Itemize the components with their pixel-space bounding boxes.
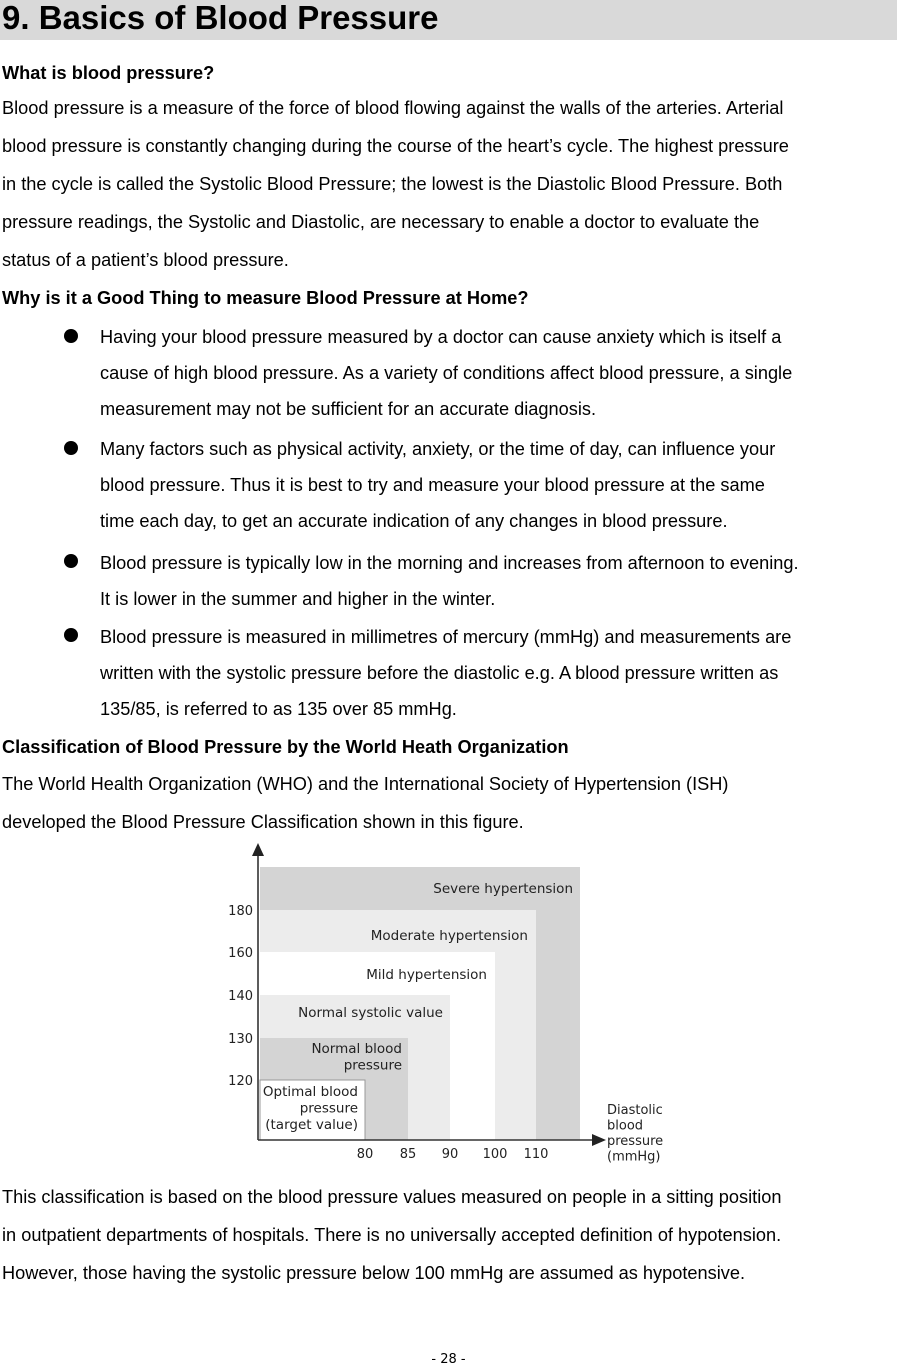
region-label: Severe hypertension [433,881,573,897]
bullet-line: cause of high blood pressure. As a variety of conditions affect blood pressure, a single [100,363,793,383]
x-tick-label: 85 [399,1147,417,1162]
paragraph-line: status of a patient’s blood pressure. [2,250,289,270]
paragraph-line: in the cycle is called the Systolic Blood Pressure; the lowest is the Diastolic Blood Pressure. Both [2,174,783,194]
y-axis-arrow [252,843,264,856]
bullet-line: measurement may not be sufficient for an accurate diagnosis. [100,399,597,419]
bullet-icon [64,554,78,568]
section-title-bar [0,0,897,40]
paragraph-line: Blood pressure is a measure of the force of blood flowing against the walls of the arteries. Arterial [2,98,784,118]
x-axis-label: blood [607,1118,644,1134]
bullet-line: blood pressure. Thus it is best to try and measure your blood pressure at the same [100,475,765,495]
bullet-line: written with the systolic pressure before the diastolic e.g. A blood pressure written as [100,663,779,683]
paragraph-line: The World Health Organization (WHO) and the International Society of Hypertension (ISH) [2,774,729,794]
paragraph-line: blood pressure is constantly changing during the course of the heart’s cycle. The highest pressure [2,136,789,156]
x-tick-label: 110 [523,1147,549,1162]
heading-who-classification: Classification of Blood Pressure by the World Heath Organization [2,737,569,757]
x-tick-label: 90 [441,1147,459,1162]
y-tick-label: 160 [228,946,253,961]
x-axis-label: (mmHg) [607,1149,661,1165]
region-label: pressure [343,1057,402,1074]
region-label: (target value) [265,1117,358,1133]
paragraph-line: in outpatient departments of hospitals. There is no universally accepted definition of hypotension. [2,1225,782,1245]
section-title: 9. Basics of Blood Pressure [2,0,439,36]
y-tick-label: 120 [228,1074,253,1089]
bullet-line: 135/85, is referred to as 135 over 85 mmHg. [100,699,457,719]
bullet-line: Blood pressure is measured in millimetres of mercury (mmHg) and measurements are [100,627,792,647]
bullet-line: It is lower in the summer and higher in the winter. [100,589,496,609]
heading-why-measure-at-home: Why is it a Good Thing to measure Blood Pressure at Home? [2,288,529,308]
bullet-line: time each day, to get an accurate indication of any changes in blood pressure. [100,511,728,531]
paragraph-line: This classification is based on the blood pressure values measured on people in a sitting position [2,1187,782,1207]
bullet-line: Many factors such as physical activity, anxiety, or the time of day, can influence your [100,439,776,459]
bullet-icon [64,628,78,642]
x-axis-arrow [592,1134,606,1146]
bullet-line: Blood pressure is typically low in the morning and increases from afternoon to evening. [100,553,799,573]
region-label: Normal blood [311,1041,402,1057]
region-label: pressure [299,1100,358,1117]
paragraph-line: pressure readings, the Systolic and Diastolic, are necessary to enable a doctor to evaluate the [2,212,760,232]
region-label: Moderate hypertension [370,928,528,944]
bullet-icon [64,441,78,455]
bullet-icon [64,329,78,343]
y-tick-label: 130 [228,1032,253,1047]
heading-what-is-bp: What is blood pressure? [2,63,215,83]
x-axis-label: pressure [607,1134,664,1149]
paragraph-line: developed the Blood Pressure Classification shown in this figure. [2,812,524,832]
bullet-line: Having your blood pressure measured by a doctor can cause anxiety which is itself a [100,327,782,347]
region-label: Normal systolic value [298,1005,443,1021]
paragraph-line: However, those having the systolic pressure below 100 mmHg are assumed as hypotensive. [2,1263,746,1283]
bp-classification-chart [210,840,680,1172]
x-axis-label: Diastolic [607,1103,663,1118]
y-tick-label: 180 [228,904,253,919]
y-tick-label: 140 [228,989,253,1004]
page-number: - 28 - [431,1352,466,1367]
region-label: Mild hypertension [366,967,487,983]
x-tick-label: 100 [482,1147,508,1162]
region-label: Optimal blood [262,1084,358,1100]
x-tick-label: 80 [356,1147,374,1162]
